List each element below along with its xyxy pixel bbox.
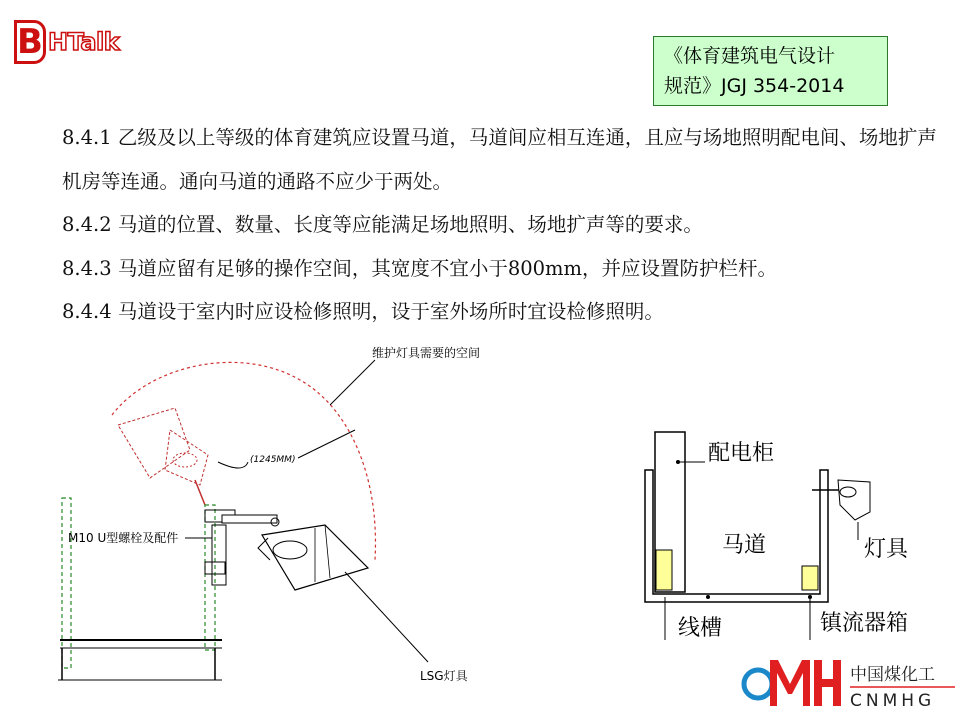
catwalk-label: 马道 [722,533,767,558]
catwalk-railing [58,498,222,680]
cabinet-label: 配电柜 [708,441,775,466]
cnmhg-brand-logo [744,660,955,711]
maintenance-space-leader [330,360,375,405]
brand-cn-name: 中国煤化工 [850,665,935,685]
left-luminaire-diagram [58,345,480,683]
logo-text: HTalk [48,28,120,56]
logo-initial: B [14,20,46,64]
luminaire-label: LSG灯具 [420,669,468,683]
ballast-box-label: 镇流器箱 [820,611,909,636]
radius-arrow [298,430,355,458]
mounting-bracket [205,510,279,585]
clause-8-4-2: 8.4.2 马道的位置、数量、长度等应能满足场地照明、场地扩声等的要求。 [62,213,703,236]
trough-label: 线槽 [678,616,723,641]
lamp-label: 灯具 [864,537,909,562]
brand-en-name: CNMHG [850,691,936,711]
maintenance-space-label: 维护灯具需要的空间 [372,346,481,360]
ballast-box-right [802,566,818,590]
clause-8-4-1: 8.4.1 乙级及以上等级的体育建筑应设置马道，马道间应相互连通，且应与场地照明配电间、场地扩声机房等连通。通向马道的通路不应少于两处。 [62,126,937,193]
cable-trough-left [656,550,672,590]
brand-h-mark [814,660,841,706]
standard-title-line2: 规范》JGJ 354-2014 [664,75,845,97]
luminaire-working-position [258,525,368,590]
radius-arc [218,462,248,468]
radius-label: (1245MM) [250,455,296,465]
brand-m-mark [770,660,810,706]
clause-8-4-4: 8.4.4 马道设于室内时应设检修照明，设于室外场所时宜设检修照明。 [62,300,664,323]
clause-8-4-3: 8.4.3 马道应留有足够的操作空间，其宽度不宜小于800mm，并应设置防护栏杆。 [62,256,778,280]
brand-circle-mark [744,670,772,698]
bolt-label: M10 U型螺栓及配件 [68,531,179,545]
right-catwalk-section [645,432,909,641]
luminaire-leader [345,572,428,662]
standard-title-line1: 《体育建筑电气设计 [664,45,836,67]
luminaire-maintenance-position [118,408,208,505]
